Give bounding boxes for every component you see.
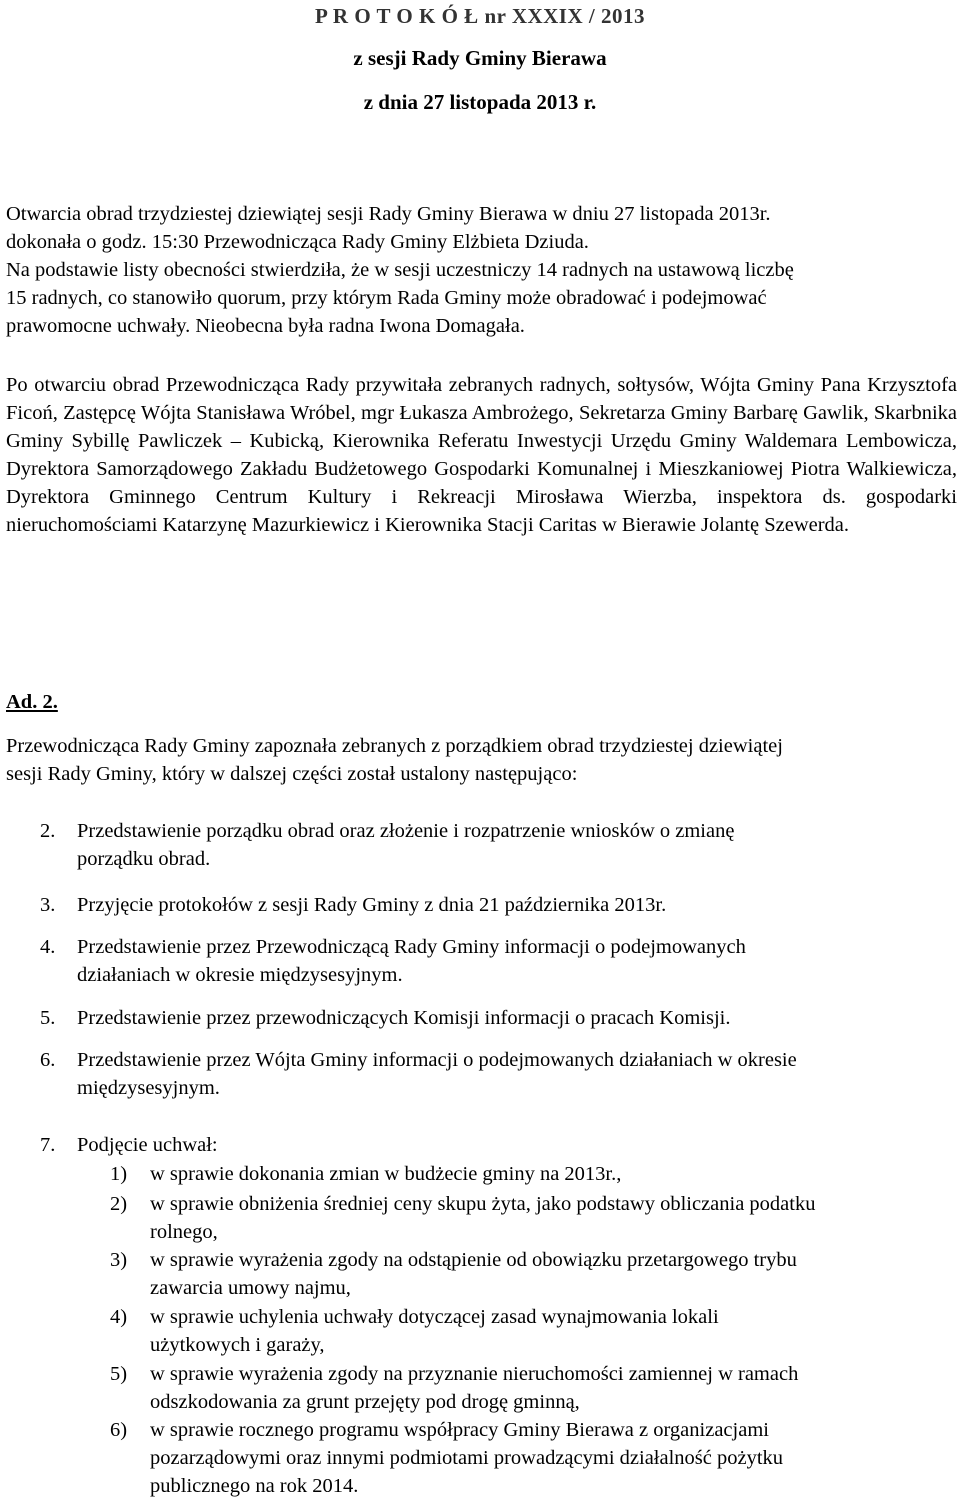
session-subtitle: z sesji Rady Gminy Bierawa <box>353 46 607 70</box>
text-line: dokonała o godz. 15:30 Przewodnicząca Rady Gminy Elżbieta Dziuda. <box>6 231 589 253</box>
resolution-number: 3) <box>110 1249 128 1271</box>
agenda-text: porządku obrad. <box>77 848 211 870</box>
resolution-text: w sprawie dokonania zmian w budżecie gminy na 2013r., <box>150 1163 622 1185</box>
resolution-text: użytkowych i garaży, <box>150 1334 325 1356</box>
agenda-number: 2. <box>40 820 56 842</box>
agenda-number: 4. <box>40 936 56 958</box>
resolution-text: rolnego, <box>150 1221 218 1243</box>
text-line: Przewodnicząca Rady Gminy zapoznała zebranych z porządkiem obrad trzydziestej dziewiątej <box>6 735 783 757</box>
agenda-number: 7. <box>40 1134 56 1156</box>
session-date: z dnia 27 listopada 2013 r. <box>363 90 597 114</box>
resolution-text: w sprawie obniżenia średniej ceny skupu żyta, jako podstawy obliczania podatku <box>150 1193 816 1215</box>
resolution-text: pozarządowymi oraz innymi podmiotami prowadzącymi działalność pożytku <box>150 1447 784 1469</box>
text-line: Otwarcia obrad trzydziestej dziewiątej sesji Rady Gminy Bierawa w dniu 27 listopada 2013r. <box>6 203 771 225</box>
agenda-text: Przedstawienie przez przewodniczących Komisji informacji o pracach Komisji. <box>77 1007 731 1029</box>
agenda-text: Przyjęcie protokołów z sesji Rady Gminy z dnia 21 października 2013r. <box>77 894 667 916</box>
resolution-text: w sprawie wyrażenia zgody na przyznanie nieruchomości zamiennej w ramach <box>150 1363 799 1385</box>
resolution-text: w sprawie wyrażenia zgody na odstąpienie od obowiązku przetargowego trybu <box>150 1249 797 1271</box>
agenda-text: działaniach w okresie międzysesyjnym. <box>77 964 403 986</box>
agenda-number: 6. <box>40 1049 56 1071</box>
text-line: Na podstawie listy obecności stwierdziła, że w sesji uczestniczy 14 radnych na ustawową liczbę <box>6 259 794 281</box>
protocol-title: P R O T O K Ó Ł nr XXXIX / 2013 <box>315 4 645 28</box>
resolution-text: odszkodowania za grunt przejęty pod drogę gminną, <box>150 1391 580 1413</box>
text-line: 15 radnych, co stanowiło quorum, przy którym Rada Gminy może obradować i podejmować <box>6 287 767 309</box>
resolution-text: w sprawie uchylenia uchwały dotyczącej zasad wynajmowania lokali <box>150 1306 719 1328</box>
opening-paragraph <box>6 200 957 340</box>
resolution-text: w sprawie rocznego programu współpracy Gminy Bierawa z organizacjami <box>150 1419 769 1441</box>
agenda-number: 3. <box>40 894 56 916</box>
agenda-number: 5. <box>40 1007 56 1029</box>
text-line: prawomocne uchwały. Nieobecna była radna Iwona Domagała. <box>6 315 525 337</box>
agenda-text: Przedstawienie przez Przewodniczącą Rady Gminy informacji o podejmowanych <box>77 936 746 958</box>
resolution-text: zawarcia umowy najmu, <box>150 1277 351 1299</box>
agenda-text: międzysesyjnym. <box>77 1077 220 1099</box>
resolution-text: publicznego na rok 2014. <box>150 1475 359 1497</box>
agenda-intro <box>6 732 957 788</box>
resolution-number: 5) <box>110 1363 128 1385</box>
agenda-text: Przedstawienie porządku obrad oraz złożenie i rozpatrzenie wniosków o zmianę <box>77 820 735 842</box>
welcome-paragraph: Po otwarciu obrad Przewodnicząca Rady przywitała zebranych radnych, sołtysów, Wójta Gminy Pana Krzysztofa Ficoń, Zastępcę Wójta Stanisława Wróbel, mgr Łukasza Ambrożego, Sekretarza Gminy Barbarę Gawlik, Skarbnika Gminy Sybillę Pawliczek – Kubicką, Kierownika Referatu Inwestycji Urzędu Gminy Waldemara Lembowicza, Dyrektora Samorządowego Zakładu Budżetowego Gospodarki Komunalnej i Mieszkaniowej Piotra Walkiewicza, Dyrektora Gminnego Centrum Kultury i Rekreacji Mirosława Wierzba, inspektora ds. gospodarki nieruchomościami Katarzynę Mazurkiewicz i Kierownika Stacji Caritas w Bierawie Jolantę Szewerda. <box>6 374 957 536</box>
agenda-text: Podjęcie uchwał: <box>77 1134 218 1156</box>
resolution-number: 6) <box>110 1419 128 1441</box>
resolution-number: 2) <box>110 1193 128 1215</box>
resolution-number: 1) <box>110 1163 128 1185</box>
resolution-number: 4) <box>110 1306 128 1328</box>
agenda-text: Przedstawienie przez Wójta Gminy informacji o podejmowanych działaniach w okresie <box>77 1049 797 1071</box>
section-heading: Ad. 2. <box>6 691 58 713</box>
text-line: sesji Rady Gminy, który w dalszej części został ustalony następująco: <box>6 763 578 785</box>
